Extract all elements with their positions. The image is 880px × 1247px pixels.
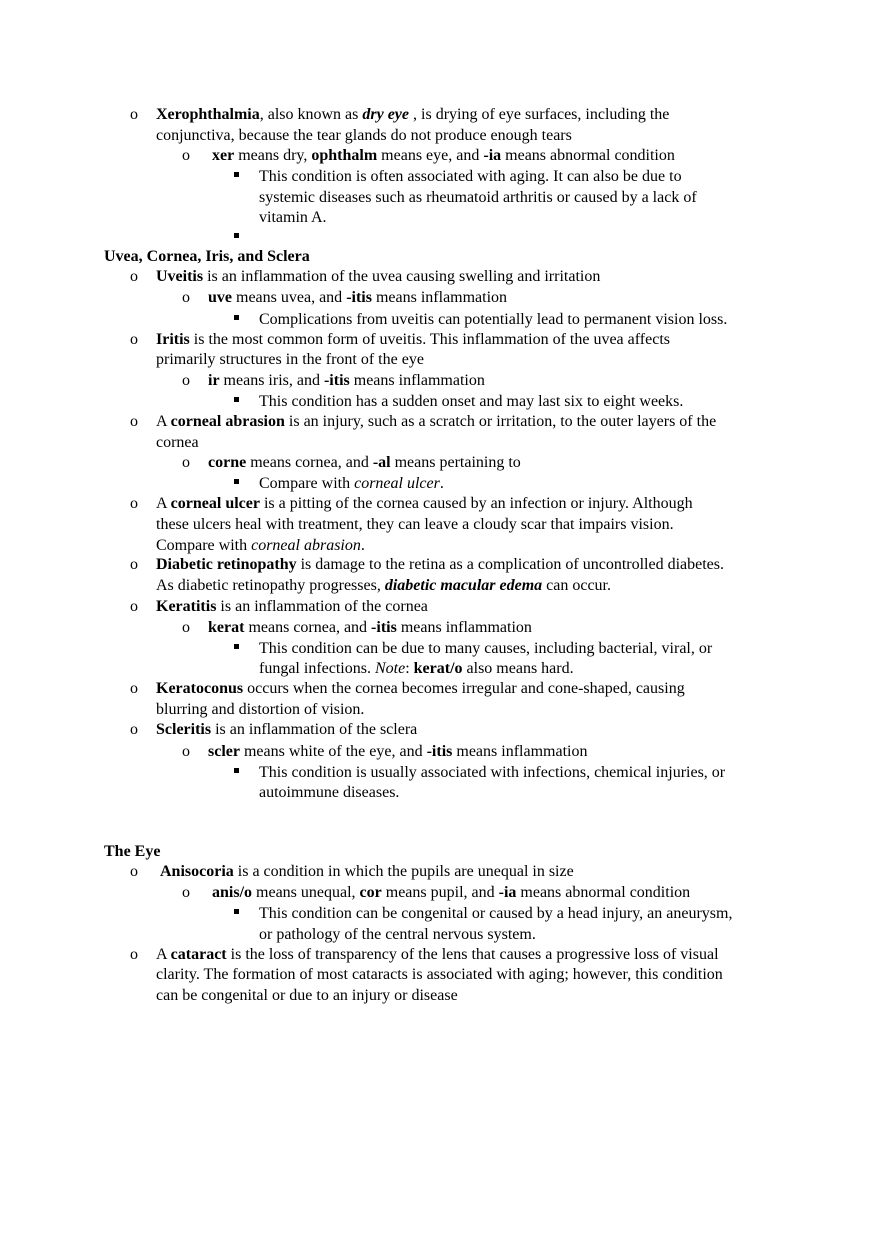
term: Scleritis — [156, 721, 212, 738]
list-marker: o — [182, 454, 190, 471]
term: Keratoconus — [156, 680, 244, 697]
list-marker: o — [182, 289, 190, 306]
word-parts: anis/o means unequal, cor means pupil, and -ia means abnormal condition — [212, 884, 691, 901]
bullet-icon — [234, 172, 239, 177]
list-item-line: cornea — [156, 434, 199, 451]
list-marker: o — [182, 884, 190, 901]
word-parts: scler means white of the eye, and -itis means inflammation — [208, 743, 588, 760]
note-line: This condition is often associated with aging. It can also be due to — [259, 168, 682, 185]
word-parts: corne means cornea, and -al means pertaining to — [208, 454, 521, 471]
bullet-icon — [234, 768, 239, 773]
bullet-icon — [234, 479, 239, 484]
section-heading: Uvea, Cornea, Iris, and Sclera — [104, 248, 310, 265]
list-marker: o — [130, 863, 138, 880]
note-line: This condition is usually associated with infections, chemical injuries, or — [259, 764, 726, 781]
term: Xerophthalmia — [156, 106, 260, 123]
list-marker: o — [130, 495, 138, 512]
term: Anisocoria — [160, 863, 234, 880]
term: Iritis — [156, 331, 190, 348]
list-item-line: primarily structures in the front of the eye — [156, 351, 424, 368]
term-alias: dry eye — [362, 106, 410, 123]
term: Uveitis — [156, 268, 204, 285]
list-marker: o — [182, 619, 190, 636]
list-item-line: Keratitis is an inflammation of the cornea — [156, 598, 428, 615]
list-marker: o — [130, 331, 138, 348]
section-heading: The Eye — [104, 843, 161, 860]
list-item-line: conjunctiva, because the tear glands do not produce enough tears — [156, 127, 572, 144]
list-item-line: Uveitis is an inflammation of the uvea causing swelling and irritation — [156, 268, 601, 285]
term: Diabetic retinopathy — [156, 556, 297, 573]
term: Keratitis — [156, 598, 217, 615]
note-line: or pathology of the central nervous system. — [259, 926, 536, 943]
note-line: Compare with corneal ulcer. — [259, 475, 444, 492]
list-item-line: Compare with corneal abrasion. — [156, 537, 365, 554]
cross-reference: corneal abrasion — [251, 537, 361, 554]
term: cataract — [170, 946, 227, 963]
note-line: systemic diseases such as rheumatoid arthritis or caused by a lack of — [259, 189, 697, 206]
list-item-line: Xerophthalmia, also known as dry eye , is drying of eye surfaces, including the — [156, 106, 670, 123]
term: diabetic macular edema — [384, 577, 543, 594]
list-item-line: blurring and distortion of vision. — [156, 701, 365, 718]
bullet-icon — [234, 233, 239, 238]
bullet-icon — [234, 315, 239, 320]
bullet-icon — [234, 909, 239, 914]
note-line: This condition can be congenital or caused by a head injury, an aneurysm, — [259, 905, 733, 922]
note-line: fungal infections. Note: kerat/o also means hard. — [259, 660, 574, 677]
word-parts: kerat means cornea, and -itis means inflammation — [208, 619, 532, 636]
term: corneal abrasion — [170, 413, 285, 430]
list-item-line: Anisocoria is a condition in which the pupils are unequal in size — [160, 863, 574, 880]
list-marker: o — [182, 743, 190, 760]
cross-reference: corneal ulcer — [354, 475, 440, 492]
note-line: autoimmune diseases. — [259, 784, 400, 801]
word-parts: ir means iris, and -itis means inflammation — [208, 372, 485, 389]
bullet-icon — [234, 397, 239, 402]
note-line: This condition can be due to many causes, including bacterial, viral, or — [259, 640, 713, 657]
bullet-icon — [234, 644, 239, 649]
note-line: This condition has a sudden onset and may last six to eight weeks. — [259, 393, 684, 410]
list-marker: o — [130, 106, 138, 123]
list-marker: o — [130, 946, 138, 963]
list-item-line: As diabetic retinopathy progresses, diabetic macular edema can occur. — [156, 577, 611, 594]
word-parts: xer means dry, ophthalm means eye, and -ia means abnormal condition — [212, 147, 675, 164]
list-marker: o — [130, 413, 138, 430]
list-marker: o — [182, 147, 190, 164]
list-marker: o — [130, 268, 138, 285]
list-item-line: clarity. The formation of most cataracts is associated with aging; however, this condition — [156, 966, 723, 983]
list-marker: o — [130, 721, 138, 738]
note-line: Complications from uveitis can potentially lead to permanent vision loss. — [259, 311, 728, 328]
term: corneal ulcer — [170, 495, 260, 512]
list-item-line: Scleritis is an inflammation of the sclera — [156, 721, 418, 738]
list-item-line: Keratoconus occurs when the cornea becomes irregular and cone-shaped, causing — [156, 680, 685, 697]
list-item-line: Diabetic retinopathy is damage to the retina as a complication of uncontrolled diabetes. — [156, 556, 725, 573]
list-marker: o — [130, 598, 138, 615]
word-parts: uve means uvea, and -itis means inflammation — [208, 289, 508, 306]
list-marker: o — [130, 556, 138, 573]
list-item-line: these ulcers heal with treatment, they can leave a cloudy scar that impairs vision. — [156, 516, 674, 533]
list-item-line: can be congenital or due to an injury or disease — [156, 987, 458, 1004]
list-item-line: A corneal abrasion is an injury, such as a scratch or irritation, to the outer layers of the — [156, 413, 717, 430]
list-marker: o — [130, 680, 138, 697]
list-marker: o — [182, 372, 190, 389]
list-item-line: Iritis is the most common form of uveitis. This inflammation of the uvea affects — [156, 331, 670, 348]
list-item-line: A cataract is the loss of transparency of the lens that causes a progressive loss of visual — [156, 946, 719, 963]
list-item-line: A corneal ulcer is a pitting of the cornea caused by an infection or injury. Although — [156, 495, 693, 512]
note-line: vitamin A. — [259, 209, 327, 226]
